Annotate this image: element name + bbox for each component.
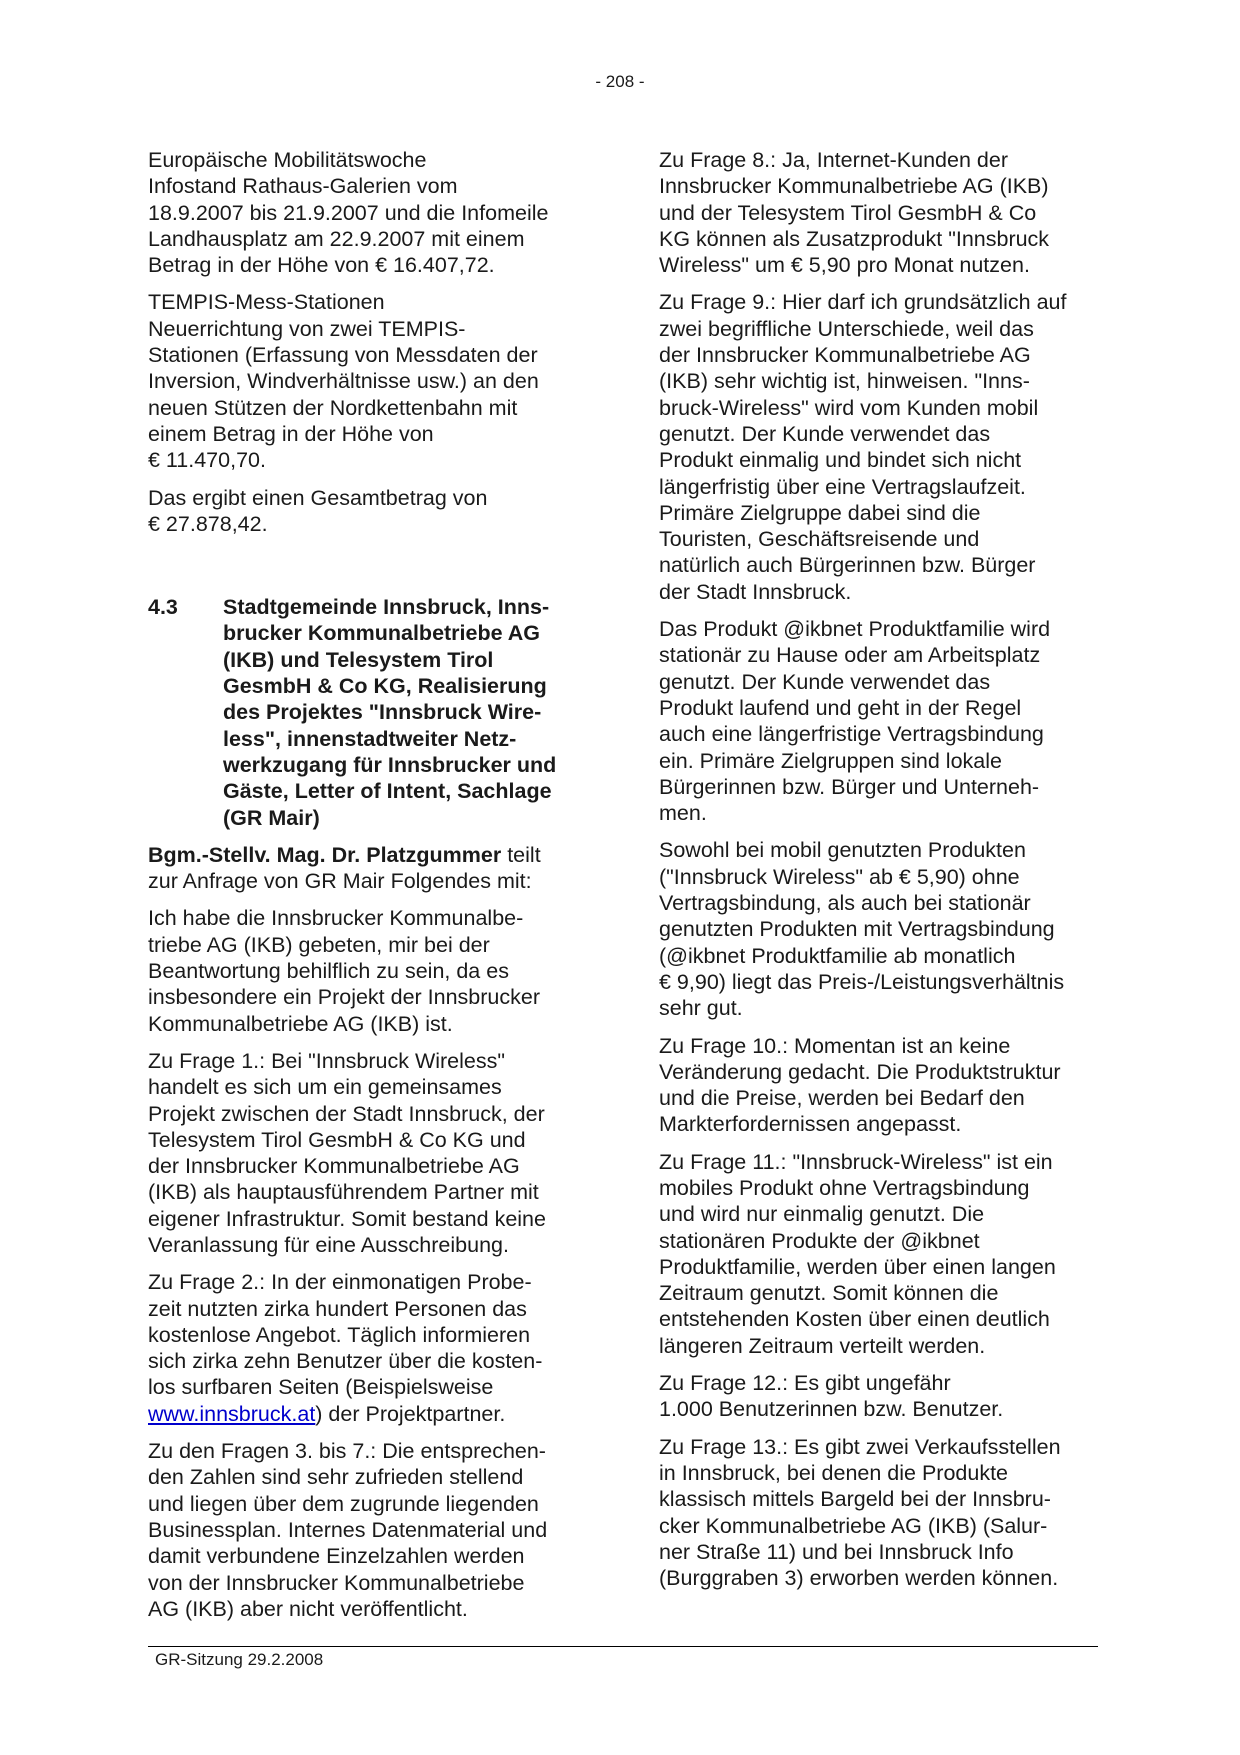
speaker-text-2: zur Anfrage von GR Mair Folgendes mit: (148, 869, 532, 894)
paragraph-question-8: Zu Frage 8.: Ja, Internet-Kunden der Innsbrucker Kommunalbetriebe AG (IKB) und der Telesystem Tirol GesmbH & Co KG können als Zusatzprodukt "Innsbruck Wireless" um € 5,90 pro Monat nutzen. (659, 148, 1050, 278)
paragraph-question-11: Zu Frage 11.: "Innsbruck-Wireless" ist ein mobiles Produkt ohne Vertragsbindung und wird nur einmalig genutzt. Die stationären Produkte der @ikbnet Produktfamilie, werden über einen langen Zeitraum genutzt. Somit können die entstehenden Kosten über einen deutlich längeren Zeitraum verteilt werden. (659, 1149, 1056, 1358)
section-heading (148, 594, 598, 831)
section-number: 4.3 (148, 595, 178, 620)
paragraph-total: Das ergibt einen Gesamtbetrag von € 27.878,42. (148, 485, 488, 536)
paragraph-intro: Ich habe die Innsbrucker Kommunalbe- triebe AG (IKB) gebeten, mir bei der Beantwortung behilflich zu sein, da es insbesondere ein Projekt der Innsbrucker Kommunalbetriebe AG (IKB) ist. (148, 906, 540, 1036)
question-2-tail: ) der Projektpartner. (315, 1401, 506, 1426)
footer-divider (148, 1646, 1098, 1647)
paragraph-question-9: Zu Frage 9.: Hier darf ich grundsätzlich auf zwei begriffliche Unterschiede, weil das der Innsbrucker Kommunalbetriebe AG (IKB) sehr wichtig ist, hinweisen. "Inns- bruck-Wireless" wird vom Kunden mobil genutzt. Der Kunde verwendet das Produkt einmalig und bindet sich nicht längerfristig über eine Vertragslaufzeit. Primäre Zielgruppe dabei sind die Touristen, Geschäftsreisende und natürlich auch Bürgerinnen bzw. Bürger der Stadt Innsbruck. (659, 290, 1067, 604)
section-title: Stadtgemeinde Innsbruck, Inns- brucker Kommunalbetriebe AG (IKB) und Telesystem Tirol GesmbH & Co KG, Realisierung des Projektes "Innsbruck Wire- less", innenstadtweiter Netz- werkzugang für Innsbrucker und Gäste, Letter of Intent, Sachlage (GR Mair) (223, 595, 557, 830)
paragraph-mobility-week: Europäische Mobilitätswoche Infostand Rathaus-Galerien vom 18.9.2007 bis 21.9.2007 und die Infomeile Landhausplatz am 22.9.2007 mit einem Betrag in der Höhe von € 16.407,72. (148, 148, 549, 278)
paragraph-tempis: TEMPIS-Mess-Stationen Neuerrichtung von zwei TEMPIS- Stationen (Erfassung von Messdaten der Inversion, Windverhältnisse usw.) an den neuen Stützen der Nordkettenbahn mit einem Betrag in der Höhe von € 11.470,70. (148, 290, 539, 473)
paragraph-ikbnet: Das Produkt @ikbnet Produktfamilie wird stationär zu Hause oder am Arbeitsplatz genutzt. Der Kunde verwendet das Produkt laufend und geht in der Regel auch eine längerfristige Vertragsbindung ein. Primäre Zielgruppen sind lokale Bürgerinnen bzw. Bürger und Unterneh- men. (659, 617, 1051, 826)
paragraph-question-10: Zu Frage 10.: Momentan ist an keine Veränderung gedacht. Die Produktstruktur und die Preise, werden bei Bedarf den Markterfordernissen angepasst. (659, 1033, 1061, 1137)
paragraph-question-1: Zu Frage 1.: Bei "Innsbruck Wireless" handelt es sich um ein gemeinsames Projekt zwischen der Stadt Innsbruck, der Telesystem Tirol GesmbH & Co KG und der Innsbrucker Kommunalbetriebe AG (IKB) als hauptausführendem Partner mit eigener Infrastruktur. Somit bestand keine Veranlassung für eine Ausschreibung. (148, 1048, 546, 1257)
left-column (148, 147, 598, 1633)
innsbruck-link[interactable]: www.innsbruck.at (148, 1401, 316, 1426)
right-column (659, 147, 1109, 1602)
paragraph-questions-3-7: Zu den Fragen 3. bis 7.: Die entsprechen- den Zahlen sind sehr zufrieden stellend und liegen über dem zugrunde liegenden Businessplan. Internes Datenmaterial und damit verbundene Einzelzahlen werden von der Innsbrucker Kommunalbetriebe AG (IKB) aber nicht veröffentlicht. (148, 1439, 548, 1621)
footer-text: GR-Sitzung 29.2.2008 (155, 1650, 324, 1669)
speaker-text-1: teilt (501, 842, 541, 867)
paragraph-pricing: Sowohl bei mobil genutzten Produkten ("Innsbruck Wireless" ab € 5,90) ohne Vertragsbindung, als auch bei stationär genutzten Produkten mit Vertragsbindung (@ikbnet Produktfamilie ab monatlich € 9,90) liegt das Preis-/Leistungsverhältnis sehr gut. (659, 838, 1065, 1021)
question-2-text: Zu Frage 2.: In der einmonatigen Probe- zeit nutzten zirka hundert Personen das kostenlose Angebot. Täglich informieren sich zirka zehn Benutzer über die kosten- los surfbaren Seiten (Beispielsweise (148, 1270, 543, 1400)
paragraph-question-13: Zu Frage 13.: Es gibt zwei Verkaufsstellen in Innsbruck, bei denen die Produkte klassisch mittels Bargeld bei der Innsbru- cker Kommunalbetriebe AG (IKB) (Salur- ner Straße 11) und bei Innsbruck Info (Burggraben 3) erworben werden können. (659, 1434, 1061, 1591)
speaker-name: Bgm.-Stellv. Mag. Dr. Platzgummer (148, 842, 502, 867)
page-number: - 208 - (595, 72, 645, 91)
paragraph-question-2 (148, 1269, 598, 1427)
paragraph-question-12: Zu Frage 12.: Es gibt ungefähr 1.000 Benutzerinnen bzw. Benutzer. (659, 1371, 1004, 1422)
paragraph-speaker (148, 842, 598, 895)
